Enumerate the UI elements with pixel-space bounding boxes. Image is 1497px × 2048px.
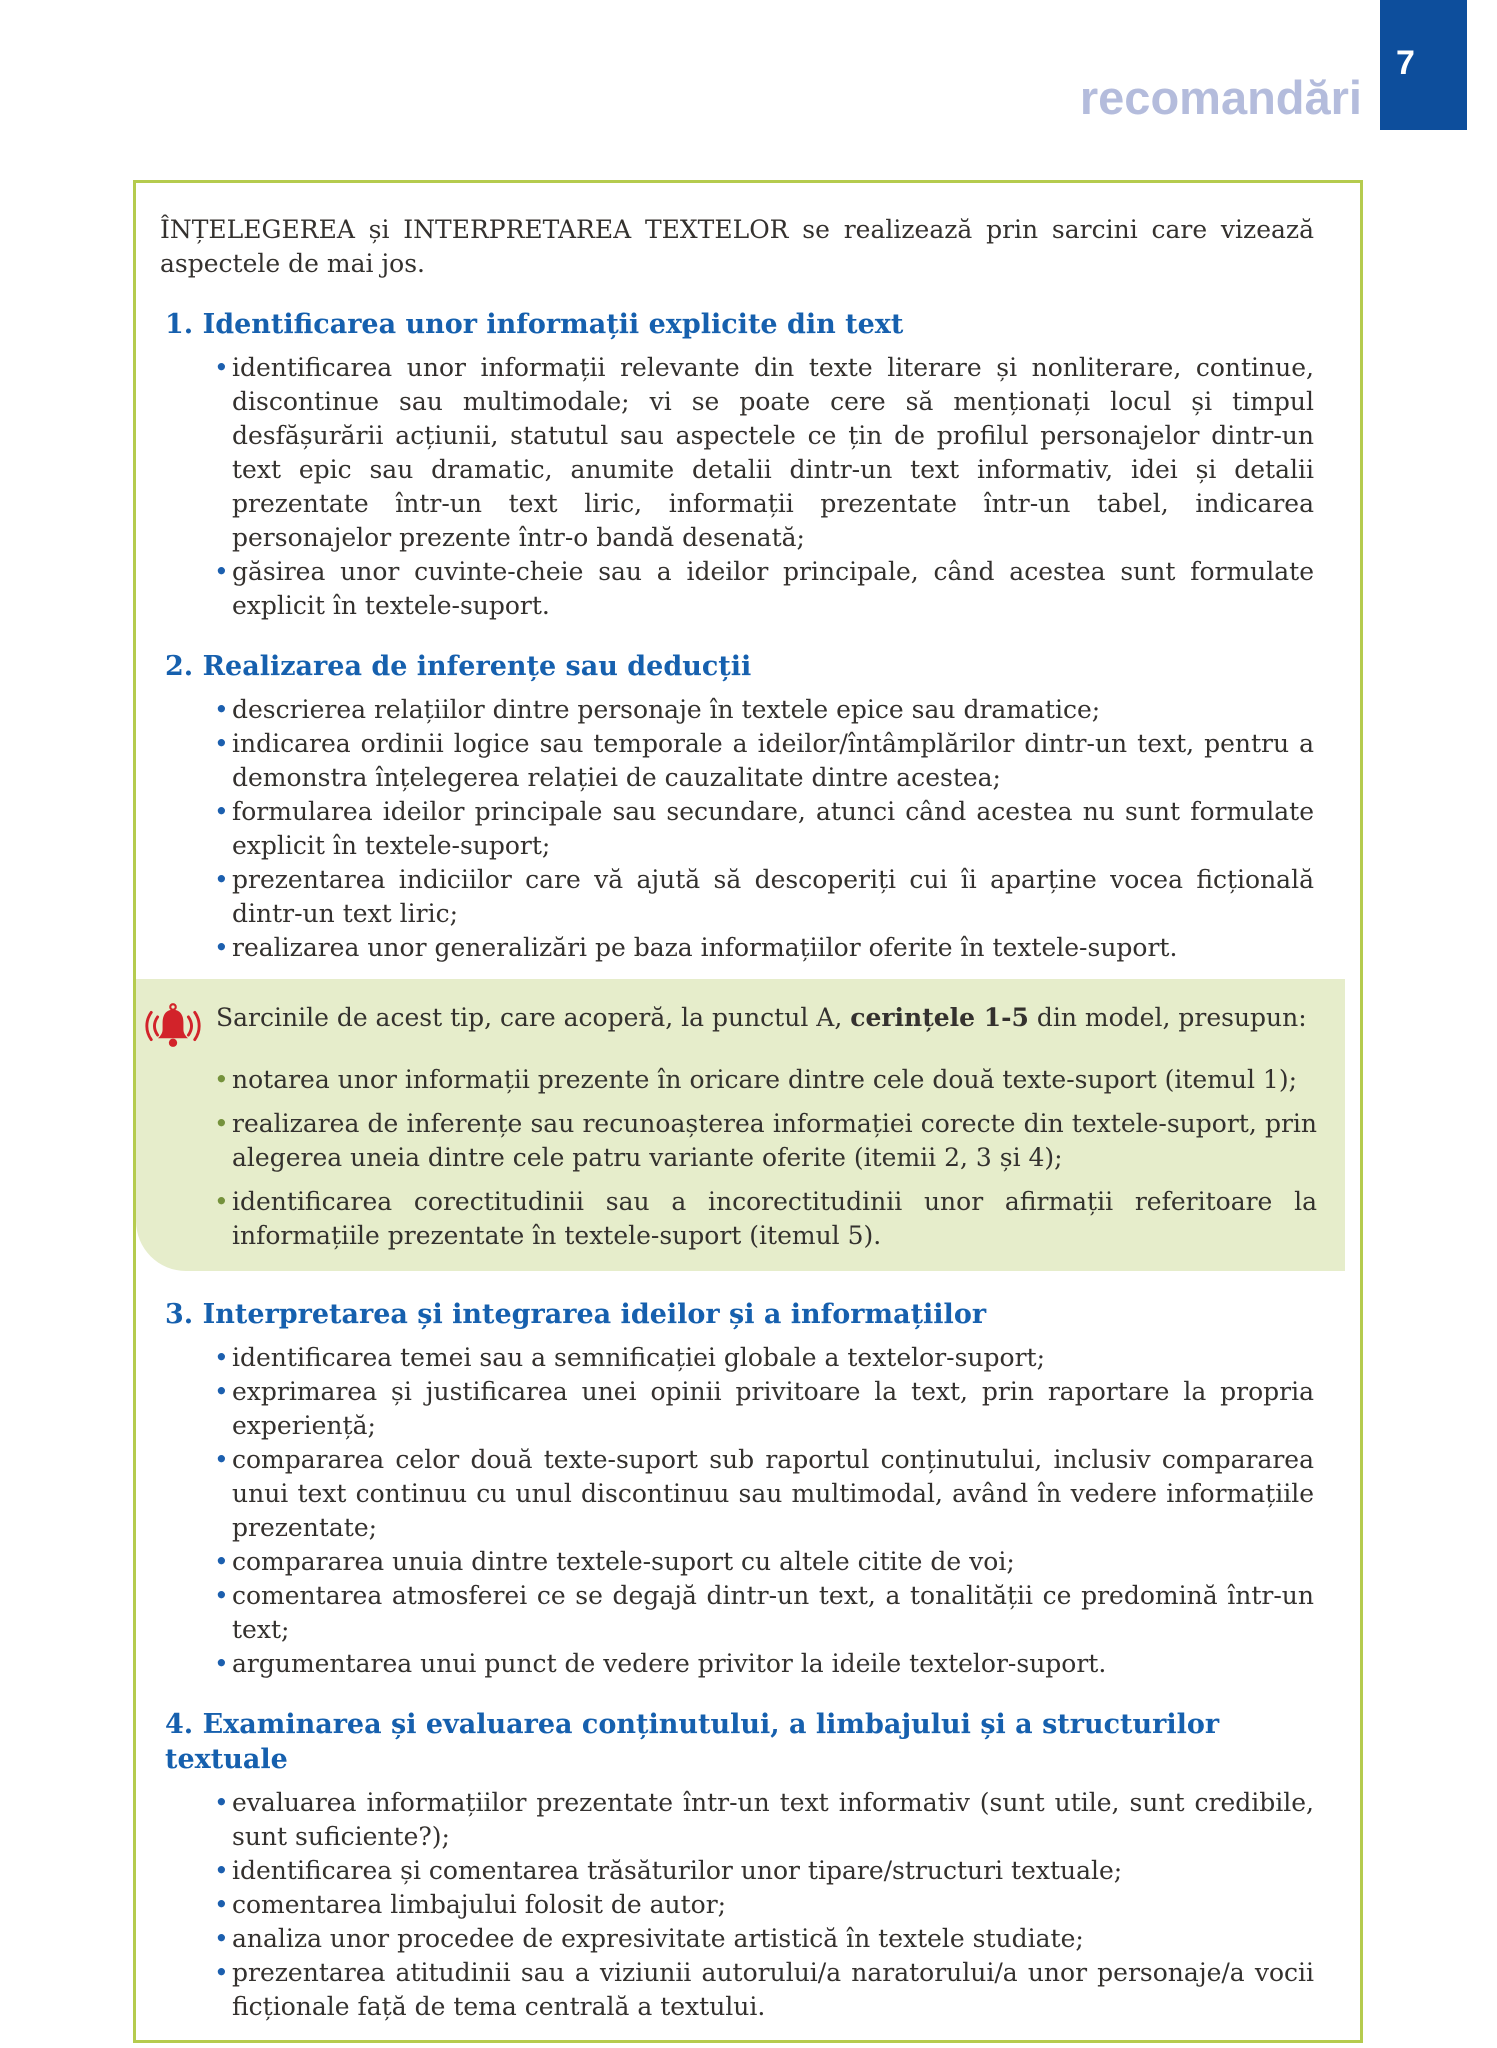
bullet-item: • identificarea temei sau a semnificației globale a textelor-suport; [160, 1341, 1314, 1375]
bullet-list [160, 351, 1314, 623]
bullet-list [160, 1786, 1314, 2024]
bullet-item: • prezentarea atitudinii sau a viziunii autorului/a naratorului/a unor personaje/a vocii ficționale față de tema centrală a textului. [160, 1956, 1314, 2024]
page-number-box [1380, 0, 1467, 130]
bullet-item: • identificarea unor informații relevante din texte literare și nonliterare, continue, discontinue sau multimodale; vi se poate cere să menționați locul și timpul desfășurării acțiunii, statutul sau aspectele ce țin de profilul personajelor dintr-un text epic sau dramatic, anumite detalii dintr-un text informativ, idei și detalii prezentate într-un text liric, informații prezentate într-un tabel, indicarea personajelor prezente într-o bandă desenată; [160, 351, 1314, 555]
bullet-item: • comentarea atmosferei ce se degajă dintr-un text, a tonalității ce predomină într-un text; [160, 1579, 1314, 1647]
bullet-item: • exprimarea și justificarea unei opinii privitoare la text, prin raportare la propria experiență; [160, 1375, 1314, 1443]
content-box [133, 180, 1363, 2043]
bullet-item: • prezentarea indiciilor care vă ajută să descoperiți cui îi aparține vocea ficțională dintr-un text liric; [160, 863, 1314, 931]
numbered-section [160, 307, 1314, 623]
note-bullet-item: • realizarea de inferențe sau recunoașterea informației corecte din textele-suport, prin alegerea uneia dintre cele patru variante oferite (itemii 2, 3 și 4); [144, 1107, 1317, 1175]
numbered-section [160, 649, 1314, 965]
note-head [144, 999, 1317, 1051]
numbered-section [160, 1297, 1314, 1681]
bullet-item: • realizarea unor generalizări pe baza informațiilor oferite în textele-suport. [160, 931, 1314, 965]
bullet-item: • indicarea ordinii logice sau temporale a ideilor/întâmplărilor dintr-un text, pentru a demonstra înțelegerea relației de cauzalitate dintre acestea; [160, 727, 1314, 795]
alarm-bell-icon [144, 1001, 202, 1051]
sections-before-note [160, 307, 1314, 965]
section-title: 4. Examinarea și evaluarea conținutului, a limbajului și a structurilor textuale [165, 1709, 1220, 1775]
bullet-item: • comentarea limbajului folosit de autor; [160, 1888, 1314, 1922]
bullet-item: • compararea celor două texte-suport sub raportul conținutului, inclusiv compararea unui text continuu cu unul discontinuu sau multimodal, având în vedere informațiile prezentate; [160, 1443, 1314, 1545]
note-title [216, 1001, 1317, 1035]
bullet-item: • analiza unor procedee de expresivitate artistică în textele studiate; [160, 1922, 1314, 1956]
note-title-prefix: Sarcinile de acest tip, care acoperă, la punctul A, [216, 1003, 851, 1032]
bullet-item: • compararea unuia dintre textele-suport cu altele citite de voi; [160, 1545, 1314, 1579]
note-box [136, 979, 1345, 1271]
intro-paragraph: ÎNȚELEGEREA și INTERPRETAREA TEXTELOR se realizează prin sarcini care vizează aspectele de mai jos. [160, 215, 1314, 278]
bullet-item: • evaluarea informațiilor prezentate într-un text informativ (sunt utile, sunt credibile, sunt suficiente?); [160, 1786, 1314, 1854]
note-bullet-list [144, 1063, 1317, 1253]
bullet-item: • identificarea și comentarea trăsăturilor unor tipare/structuri textuale; [160, 1854, 1314, 1888]
page-number: 7 [1396, 44, 1415, 82]
section-title: 2. Realizarea de inferențe sau deducții [165, 651, 752, 682]
bullet-item: • argumentarea unui punct de vedere privitor la ideile textelor-suport. [160, 1647, 1314, 1681]
sections-after-note [160, 1297, 1314, 2024]
bullet-item: • găsirea unor cuvinte-cheie sau a ideilor principale, când acestea sunt formulate explicit în textele-suport. [160, 555, 1314, 623]
section-title: 3. Interpretarea și integrarea ideilor și a informațiilor [165, 1299, 987, 1330]
note-title-suffix: din model, presupun: [1028, 1003, 1307, 1032]
note-title-bold: cerințele 1-5 [850, 1003, 1029, 1032]
bullet-item: • formularea ideilor principale sau secundare, atunci când acestea nu sunt formulate explicit în textele-suport; [160, 795, 1314, 863]
section-title: 1. Identificarea unor informații explicite din text [165, 309, 904, 340]
bullet-list [160, 1341, 1314, 1681]
running-head: recomandări [1079, 71, 1362, 124]
bullet-list [160, 693, 1314, 965]
note-bullet-item: • notarea unor informații prezente în oricare dintre cele două texte-suport (itemul 1); [144, 1063, 1317, 1097]
bullet-item: • descrierea relațiilor dintre personaje în textele epice sau dramatice; [160, 693, 1314, 727]
numbered-section [160, 1707, 1314, 2024]
note-bullet-item: • identificarea corectitudinii sau a incorectitudinii unor afirmații referitoare la informațiile prezentate în textele-suport (itemul 5). [144, 1185, 1317, 1253]
